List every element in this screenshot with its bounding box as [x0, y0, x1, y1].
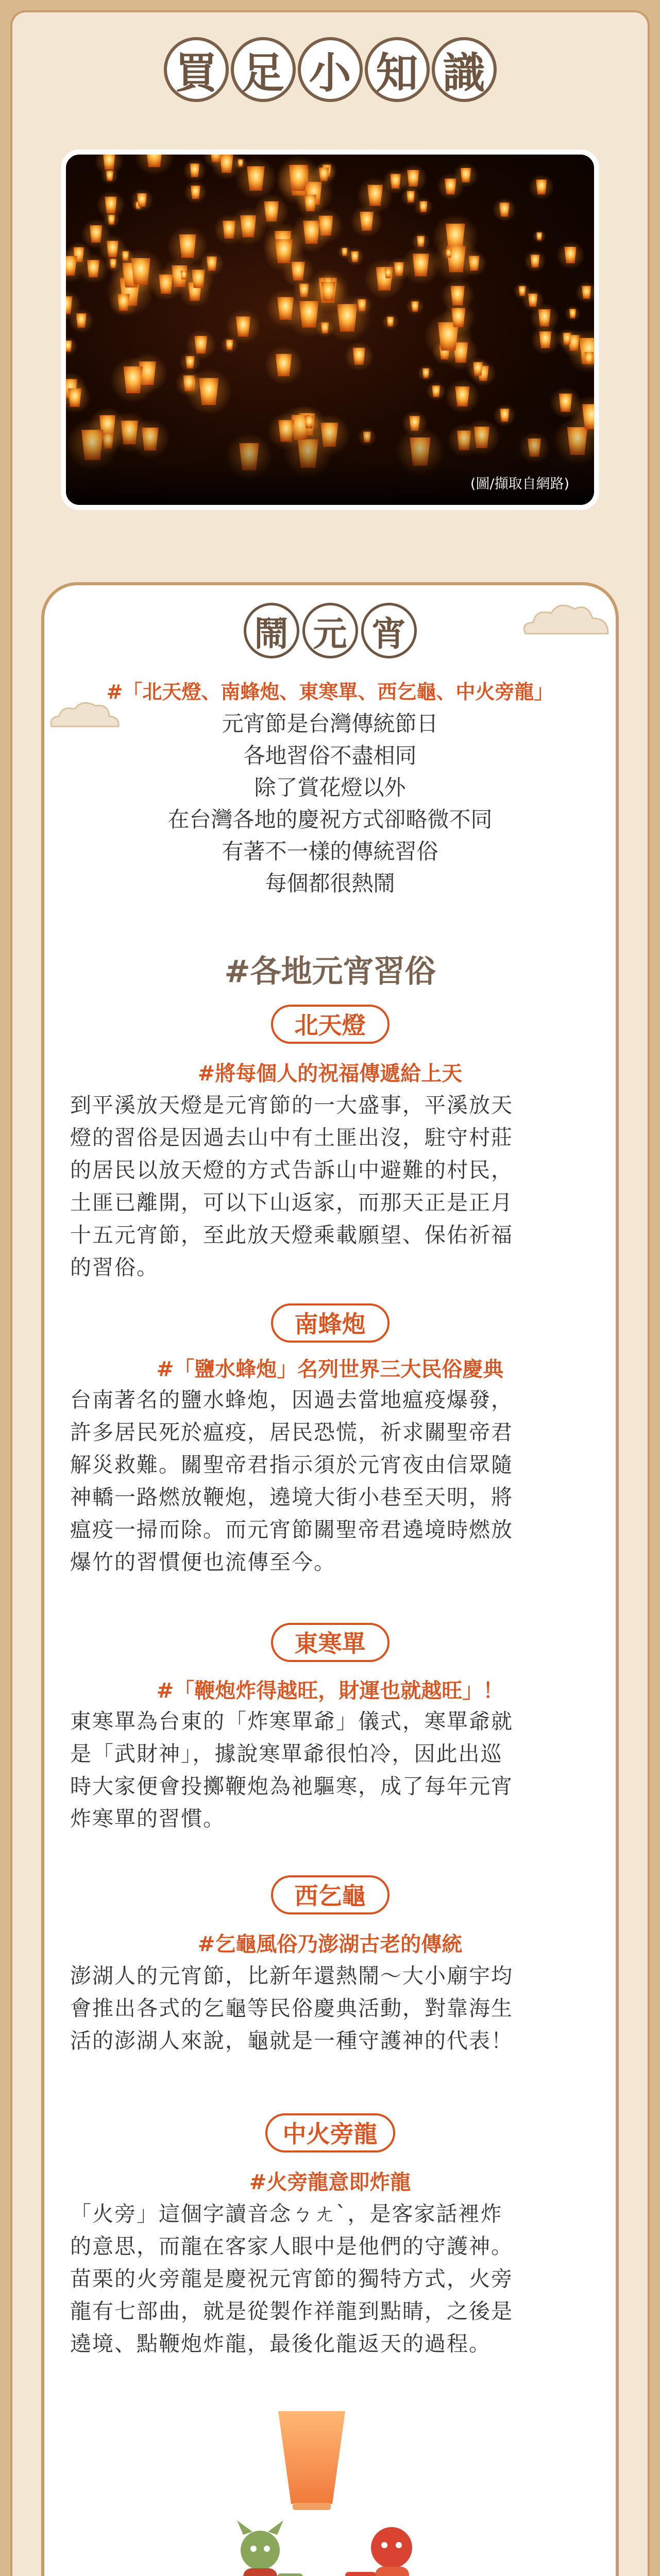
body-line: 東寒單為台東的「炸寒單爺」儀式，寒單爺就 — [70, 1709, 513, 1734]
heading-char: 鬧 — [244, 603, 299, 658]
body-line: 「火旁」這個字讀音念ㄅㄤˋ，是客家話裡炸 — [70, 2201, 503, 2226]
lantern-icon — [134, 155, 174, 176]
lantern-icon — [529, 174, 554, 200]
section-body — [70, 1089, 590, 1284]
lantern-icon — [514, 282, 531, 300]
title-char: 小 — [298, 37, 363, 102]
lantern-icon — [130, 189, 154, 212]
section-label-west — [0, 1875, 660, 1914]
lantern-icon — [312, 275, 345, 308]
intro-line: 除了賞花燈以外 — [254, 775, 406, 800]
section-body — [70, 1384, 590, 1579]
lantern-icon — [66, 382, 91, 414]
body-line: 到平溪放天燈是元宵節的一大盛事，平溪放天 — [70, 1093, 513, 1117]
lantern-icon — [466, 357, 489, 380]
body-line: 會推出各式的乞龜等民俗慶典活動，對靠海生 — [70, 1996, 513, 2021]
lantern-icon — [442, 246, 456, 261]
body-line: 神轎一路燃放鞭炮，遶境大街小巷至天明，將 — [70, 1485, 513, 1510]
lantern-icon — [184, 181, 207, 204]
body-line: 的居民以放天燈的方式告訴山中避難的村民， — [70, 1158, 513, 1182]
customs-heading: #各地元宵習俗 — [224, 954, 436, 990]
lantern-icon — [426, 381, 446, 401]
intro-line: 元宵節是台灣傳統節日 — [222, 711, 438, 736]
body-line: 的意思，而龍在客家人眼中是他們的守護神。 — [70, 2234, 513, 2259]
section-label-north — [0, 1005, 660, 1044]
section-label-central — [0, 2113, 660, 2153]
body-line: 許多居民死於瘟疫，居民恐慌，祈求關聖帝君 — [70, 1420, 513, 1445]
lantern-icon — [556, 241, 584, 269]
body-line: 炸寒單的習慣。 — [70, 1806, 225, 1831]
intro-line: 有著不一樣的傳統習俗 — [222, 839, 438, 864]
body-line: 是「武財神」，據說寒單爺很怕冷，因此出巡 — [70, 1741, 503, 1766]
heading-char: 宵 — [361, 603, 417, 658]
lantern-icon — [264, 346, 303, 384]
red-figure-icon — [345, 2527, 412, 2576]
body-line: 瘟疫一掃而除。而元宵節關聖帝君遶境時燃放 — [70, 1517, 513, 1542]
lantern-icon — [117, 247, 134, 264]
body-line: 土匪已離開，可以下山返家，而那天正是正月 — [70, 1190, 513, 1215]
title-char: 知 — [365, 37, 430, 102]
section-pill: 西乞龜 — [271, 1875, 390, 1914]
intro-line: 在台灣各地的慶祝方式卻略微不同 — [167, 807, 493, 832]
body-line: 遶境、點鞭炮炸龍，最後化龍返天的過程。 — [70, 2331, 491, 2356]
lantern-icon — [337, 245, 351, 259]
section-subtitle: #「鹽水蜂炮」名列世界三大民俗慶典 — [156, 1358, 504, 1381]
section-pill: 東寒單 — [271, 1623, 390, 1662]
lantern-icon — [214, 214, 245, 245]
body-line: 活的澎湖人來說，龜就是一種守護神的代表！ — [70, 2028, 513, 2053]
section-label-south — [0, 1303, 660, 1343]
lantern-icon — [234, 157, 247, 170]
lantern-icon — [175, 369, 202, 397]
body-line: 時大家便會投擲鞭炮為祂驅寒，成了每年元宵 — [70, 1774, 513, 1799]
lantern-icon — [66, 336, 77, 355]
body-line: 澎湖人的元宵節，比新年還熱鬧～大小廟宇均 — [70, 1963, 513, 1988]
lantern-icon — [576, 281, 594, 303]
green-figure-icon — [237, 2520, 303, 2576]
body-line: 解災救難。關聖帝君指示須於元宵夜由信眾隨 — [70, 1452, 513, 1477]
intro-tagline: #「北天燈、南蜂炮、東寒單、西乞龜、中火旁龍」 — [106, 681, 554, 703]
lantern-icon — [414, 197, 433, 216]
section-body — [70, 2198, 590, 2360]
body-line: 爆竹的習慣便也流傳至今。 — [70, 1550, 336, 1574]
body-line: 的習俗。 — [70, 1255, 159, 1280]
intro-line: 各地習俗不盡相同 — [243, 743, 417, 768]
lantern-icon — [344, 342, 374, 371]
lantern-icon — [557, 328, 578, 349]
lantern-icon — [401, 245, 441, 284]
lantern-icon — [185, 329, 216, 360]
lantern-icon — [110, 357, 157, 403]
lantern-icon — [433, 236, 479, 282]
lantern-icon — [176, 268, 191, 283]
intro-heading — [0, 603, 660, 658]
section-subtitle: #乞龜風俗乃澎湖古老的傳統 — [197, 1933, 463, 1956]
body-line: 台南著名的鹽水蜂炮，因過去當地瘟疫爆發， — [70, 1387, 513, 1412]
sky-lantern-icon — [278, 2411, 345, 2510]
lantern-icon — [292, 212, 332, 252]
body-line: 十五元宵節，至此放天燈乘載願望、保佑祈福 — [70, 1223, 513, 1247]
body-line: 燈的習俗是因過去山中有土匪出沒，駐守村莊 — [70, 1125, 513, 1150]
section-subtitle: #將每個人的祝福傳遞給上天 — [197, 1062, 463, 1086]
lantern-icon — [221, 336, 239, 354]
lantern-icon — [199, 251, 224, 276]
lantern-icon — [532, 229, 546, 243]
section-body — [70, 1705, 590, 1835]
sky-lanterns-photo — [61, 149, 599, 510]
section-subtitle: #火旁龍意即炸龍 — [249, 2171, 411, 2194]
heading-char: 元 — [302, 603, 358, 658]
section-label-east — [0, 1623, 660, 1662]
lantern-icon — [445, 379, 480, 414]
lantern-icon — [382, 313, 399, 330]
body-line: 龍有七部曲，就是從製作祥龍到點睛，之後是 — [70, 2299, 513, 2324]
lantern-icon — [453, 163, 479, 188]
intro-line: 每個都很熱鬧 — [265, 871, 395, 896]
title-char: 買 — [164, 37, 229, 102]
lanterns-illustration — [66, 155, 594, 505]
lantern-icon — [524, 250, 546, 272]
lantern-icon — [442, 301, 475, 334]
page-title — [0, 37, 660, 102]
lantern-icon — [406, 297, 424, 315]
lantern-icon — [531, 325, 560, 354]
lantern-icon — [417, 365, 434, 382]
lantern-figures-illustration — [216, 2401, 453, 2576]
section-subtitle: #「鞭炮炸得越旺，財運也就越旺」！ — [156, 1679, 504, 1703]
title-char: 識 — [432, 37, 497, 102]
intro-text — [0, 708, 660, 900]
lantern-icon — [350, 205, 383, 238]
lantern-icon — [183, 159, 206, 182]
title-char: 足 — [231, 37, 296, 102]
section-pill: 南蜂炮 — [271, 1303, 390, 1343]
section-pill: 北天燈 — [271, 1005, 390, 1044]
body-line: 苗栗的火旁龍是慶祝元宵節的獨特方式，火旁 — [70, 2266, 513, 2291]
lantern-icon — [565, 306, 581, 321]
photo-credit: (圖/擷取自網路) — [470, 476, 569, 492]
lantern-icon — [101, 167, 119, 184]
section-pill: 中火旁龍 — [265, 2113, 395, 2153]
lantern-icon — [81, 219, 111, 249]
lantern-icon — [493, 198, 517, 222]
section-body — [70, 1960, 590, 2057]
